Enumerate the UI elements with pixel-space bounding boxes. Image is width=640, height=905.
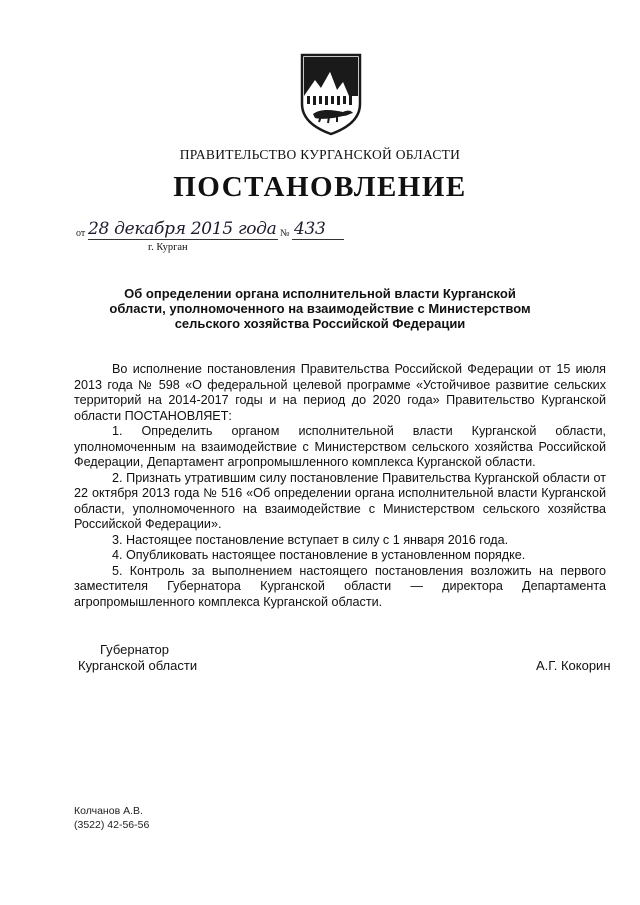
document-title: Об определении органа исполнительной власти Курганской области, уполномоченного на взаимодействие с Министерством сельского хозяйства Российской Федерации [109, 286, 531, 331]
position-line-2: Курганской области [78, 658, 198, 673]
document-body [74, 362, 606, 610]
document-number: 433 [294, 219, 326, 239]
organization-name: ПРАВИТЕЛЬСТВО КУРГАНСКОЙ ОБЛАСТИ [179, 147, 461, 162]
date-underline [88, 239, 278, 240]
list-item: 4. Опубликовать настоящее постановление в установленном порядке. [112, 548, 526, 562]
document-type: ПОСТАНОВЛЕНИЕ [173, 171, 467, 203]
signatory-name: А.Г. Кокорин [536, 658, 611, 673]
date-from-label: от [76, 228, 86, 239]
list-item: 1. Определить органом исполнительной власти Курганской области, уполномоченным на взаимодействие с Министерством сельского хозяйства Российской Федерации, Департамент агропромышленного комплекса Курганской области. [74, 424, 606, 469]
signatory-position [78, 642, 197, 674]
list-item: 3. Настоящее постановление вступает в силу с 1 января 2016 года. [112, 532, 509, 547]
number-underline [292, 239, 344, 240]
executor-name: Колчанов А.В. [74, 805, 143, 817]
date-number-line [76, 218, 356, 262]
city: г. Курган [148, 242, 188, 253]
executor-contacts [74, 805, 149, 832]
preamble: Во исполнение постановления Правительства Российской Федерации от 15 июля 2013 года № 598 «О федеральной целевой программе «Устойчивое развитие сельских территорий на 2014-2017 годы и на период до 2020 года» Правительство Курганской области ПОСТАНОВЛЯЕТ: [74, 362, 606, 423]
number-label: № [280, 228, 290, 239]
document-date: 28 декабря 2015 года [88, 219, 277, 239]
executor-phone: (3522) 42-56-56 [74, 818, 150, 831]
coat-of-arms-icon [299, 52, 363, 136]
position-line-1: Губернатор [100, 642, 169, 657]
list-item: 2. Признать утратившим силу постановление Правительства Курганской области от 22 октября 2013 года № 516 «Об определении органа исполнительной власти Курганской области, уполномоченного на взаимодействие с Министерством сельского хозяйства Российской Федерации». [74, 470, 606, 531]
list-item: 5. Контроль за выполнением настоящего постановления возложить на первого заместителя Губернатора Курганской области — директора Департамента агропромышленного комплекса Курганской области. [74, 563, 606, 609]
